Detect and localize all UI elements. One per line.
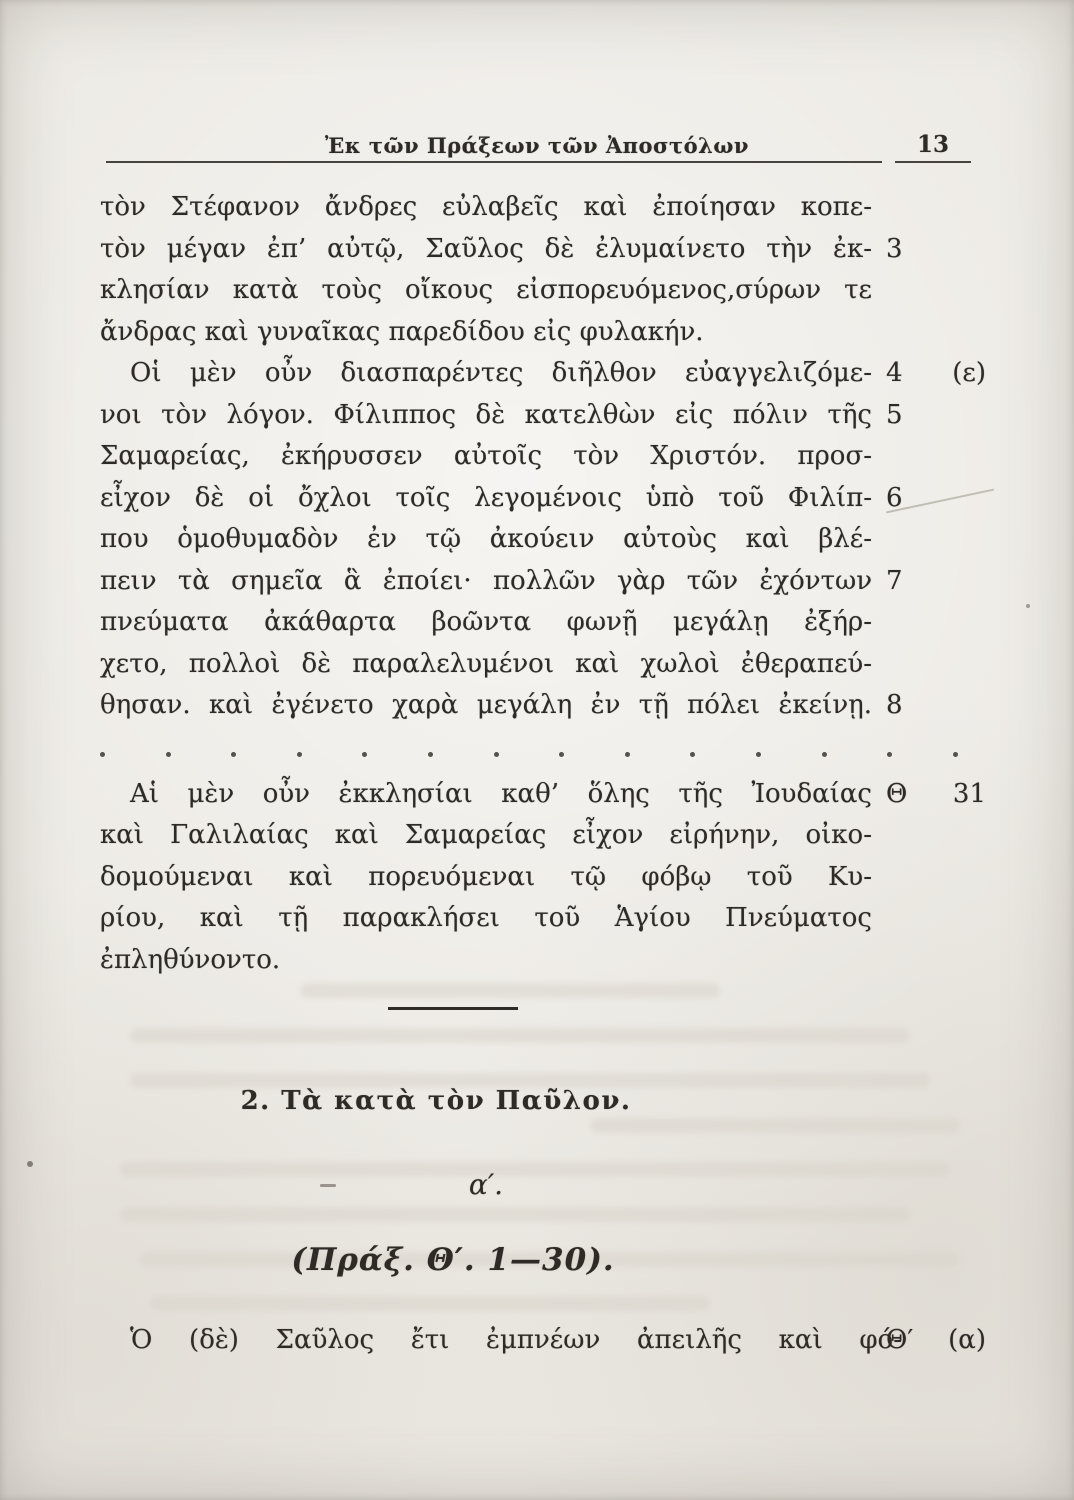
greek-text: Αἱ μὲν οὖν ἐκκλησίαι καθ’ ὅλης τῆς Ἰουδαίας [130,778,872,809]
greek-text: ρίου, καὶ τῇ παρακλήσει τοῦ Ἁγίου Πνεύματος [100,903,872,933]
ink-speck [27,1161,33,1167]
page-number-rule [895,161,971,163]
text-line [100,312,872,354]
greek-text: δομούμεναι καὶ πορευόμεναι τῷ φόβῳ τοῦ Κυ- [100,861,872,892]
greek-text: τὸν μέγαν ἐπ’ αὐτῷ, Σαῦλος δὲ ἐλυμαίνετο τὴν ἐκ- [100,233,872,264]
bleed-through-ghost [300,983,720,998]
text-line [100,898,872,940]
text-line [100,1320,986,1362]
greek-text: χετο, πολλοὶ δὲ παραλελυμένοι καὶ χωλοὶ ἐθεραπεύ- [100,648,872,679]
ink-speck [320,1184,336,1187]
separator-dot [362,752,367,757]
separator-dot [100,752,105,757]
text-line [100,187,872,229]
section-heading: 2. Τὰ κατὰ τὸν Παῦλον. [240,1086,632,1116]
greek-text: Ὁ (δὲ) Σαῦλος ἔτι ἐμπνέων ἀπειλῆς καὶ φό- [130,1325,902,1355]
ink-speck [1026,604,1030,608]
dot-separator-row [100,727,958,774]
greek-text: κλησίαν κατὰ τοὺς οἴκους εἰσπορευόμενος,σύρων τε [100,275,872,305]
verse-number: Θ 31 [886,778,986,809]
text-line [100,561,903,603]
text-line [100,857,872,899]
separator-dot [428,752,433,757]
text-line [100,602,872,644]
text-line [100,395,903,437]
greek-text: που ὁμοθυμαδὸν ἐν τῷ ἀκούειν αὐτοὺς καὶ βλέ- [100,524,872,554]
separator-dot [297,752,302,757]
separator-dot [887,752,892,757]
text-line [100,940,872,982]
text-line [100,478,903,520]
separator-dot [953,752,958,757]
separator-dot [822,752,827,757]
separator-dot [756,752,761,757]
text-line [100,229,903,271]
greek-text: ἐπληθύνοντο. [100,944,281,975]
text-line [100,353,986,395]
text-line [100,644,872,686]
greek-text: Σαμαρείας, ἐκήρυσσεν αὐτοῖς τὸν Χριστόν. προσ- [100,441,872,471]
greek-text: θησαν. καὶ ἐγένετο χαρὰ μεγάλη ἐν τῇ πόλει ἐκείνῃ. [100,690,872,720]
separator-dot [494,752,499,757]
greek-text: πειν τὰ σημεῖα ἃ ἐποίει· πολλῶν γὰρ τῶν ἐχόντων [100,565,872,596]
verse-number: 4 (ε) [886,358,986,388]
subsection-letter: α′. [468,1168,504,1201]
section-divider-rule [388,1007,518,1010]
separator-dot [231,752,236,757]
text-line [100,685,903,727]
greek-text: πνεύματα ἀκάθαρτα βοῶντα φωνῇ μεγάλῃ ἐξήρ- [100,607,872,637]
verse-number: Θ′ (α) [886,1325,986,1355]
verse-number: 8 [886,690,903,720]
text-line [100,270,872,312]
verse-number: 6 [886,482,903,513]
separator-dot [625,752,630,757]
page-number: 13 [916,131,949,158]
verse-number: 5 [886,399,903,430]
bleed-through-ghost [590,1118,960,1133]
running-title: Ἐκ τῶν Πράξεων τῶν Ἀποστόλων [325,133,749,158]
text-line [100,436,872,478]
bleed-through-ghost [120,1207,910,1222]
greek-text: τὸν Στέφανον ἄνδρες εὐλαβεῖς καὶ ἐποίησαν κοπε- [100,192,872,222]
greek-text: εἶχον δὲ οἱ ὄχλοι τοῖς λεγομένοις ὑπὸ τοῦ Φιλίπ- [100,482,872,513]
greek-text: ἄνδρας καὶ γυναῖκας παρεδίδου εἰς φυλακήν. [100,316,704,347]
separator-dot [690,752,695,757]
greek-text: Οἱ μὲν οὖν διασπαρέντες διῆλθον εὐαγγελιζόμε- [130,358,872,388]
verse-number: 7 [886,565,903,596]
bleed-through-ghost [150,1296,710,1311]
verse-number: 3 [886,233,903,264]
text-line [100,519,872,561]
text-line [100,774,986,816]
text-line [100,815,872,857]
greek-text: καὶ Γαλιλαίας καὶ Σαμαρείας εἶχον εἰρήνην, οἰκο- [100,820,872,850]
bleed-through-ghost [130,1028,910,1043]
header-rule [106,161,882,163]
greek-text: νοι τὸν λόγον. Φίλιππος δὲ κατελθὼν εἰς πόλιν τῆς [100,399,872,430]
acts-text-block [100,187,986,981]
passage-reference: (Πράξ. Θ′. 1—30). [291,1242,615,1278]
separator-dot [166,752,171,757]
separator-dot [559,752,564,757]
